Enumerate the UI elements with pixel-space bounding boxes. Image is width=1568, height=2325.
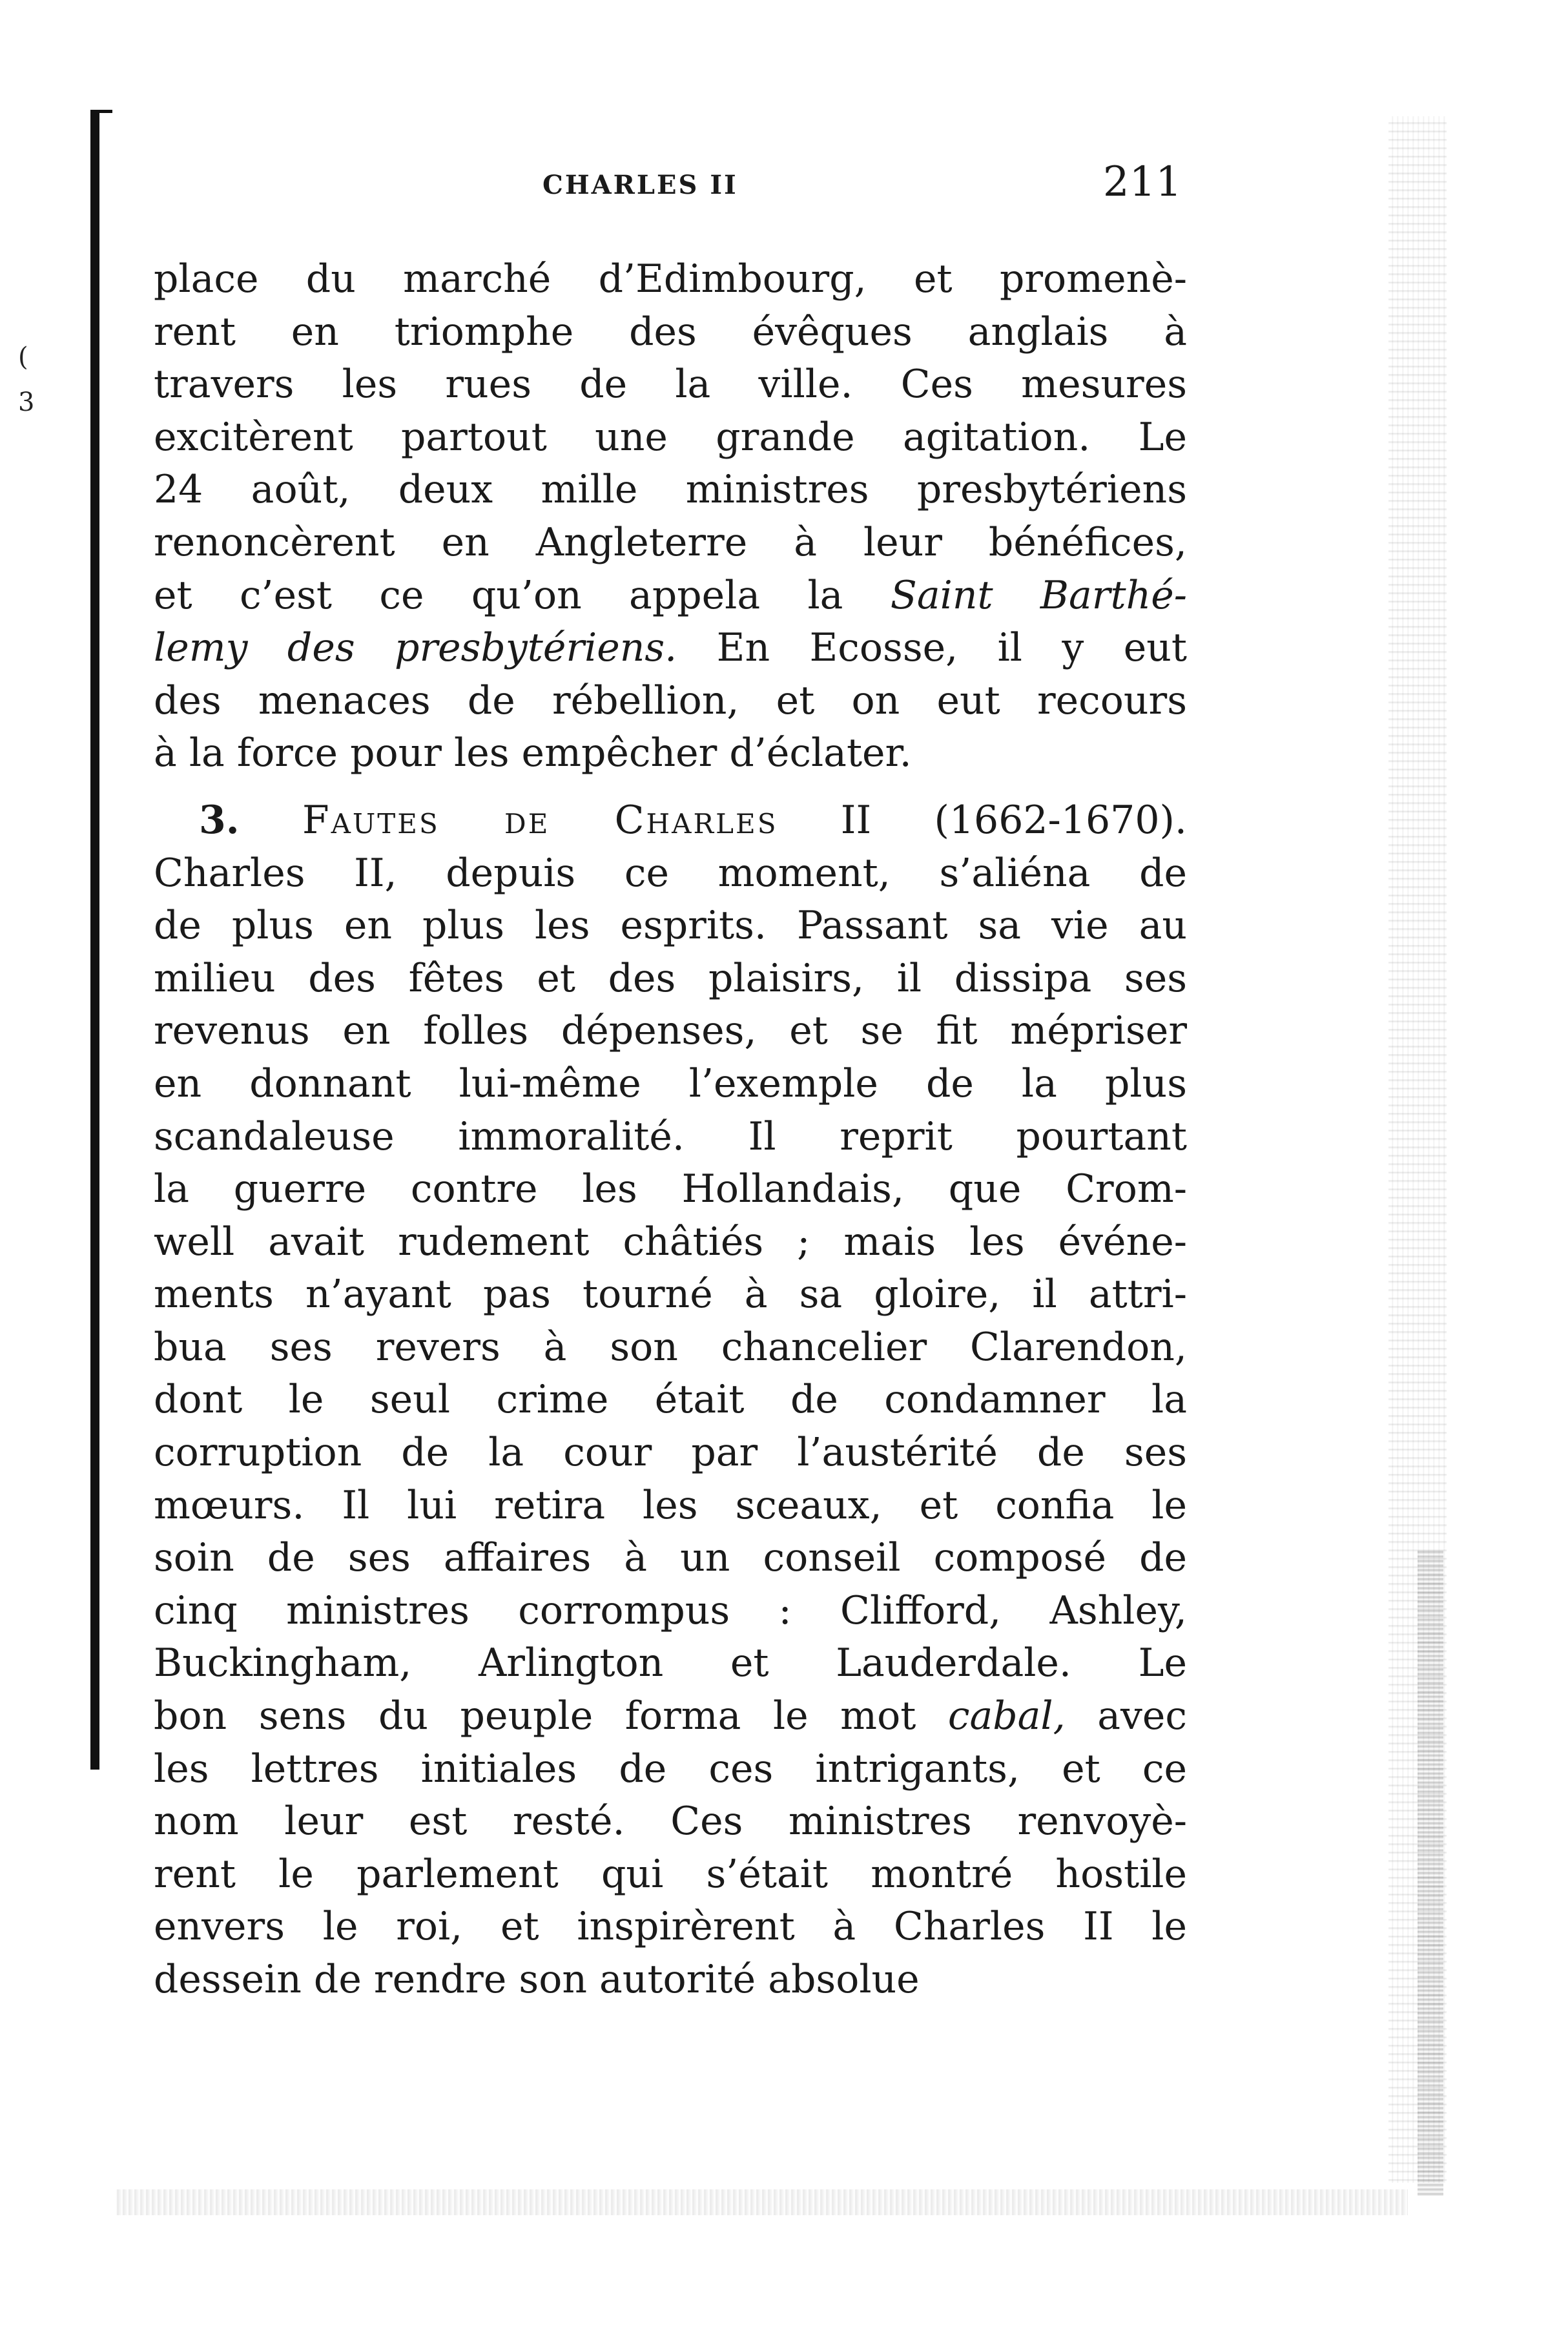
- text-line: ments n’ayant pas tourné à sa gloire, il attri-: [154, 1272, 1187, 1318]
- text-line: envers le roi, et inspirèrent à Charles II le: [154, 1904, 1187, 1950]
- body-text: [154, 253, 1187, 2007]
- paragraph: [154, 253, 1187, 780]
- section-title-tail: II (1662-1670).: [840, 797, 1188, 843]
- margin-mark: (: [18, 342, 28, 372]
- text-run: En Ecosse, il y eut: [677, 625, 1187, 671]
- italic-run: cabal,: [947, 1693, 1066, 1739]
- text-line: renoncèrent en Angleterre à leur bénéfices,: [154, 519, 1187, 565]
- text-line: nom leur est resté. Ces ministres renvoyè-: [154, 1799, 1187, 1844]
- text-line: scandaleuse immoralité. Il reprit pourtant: [154, 1113, 1187, 1159]
- text-line: à la force pour les empêcher d’éclater.: [154, 730, 912, 776]
- text-line: les lettres initiales de ces intrigants, et ce: [154, 1746, 1187, 1792]
- text-line: Buckingham, Arlington et Lauderdale. Le: [154, 1640, 1187, 1686]
- text-line: la guerre contre les Hollandais, que Crom-: [154, 1166, 1187, 1212]
- text-line: [154, 1690, 1187, 1743]
- text-line: en donnant lui-même l’exemple de la plus: [154, 1060, 1187, 1106]
- text-line: 24 août, deux mille ministres presbytériens: [154, 467, 1187, 513]
- italic-run: Saint Barthé-: [890, 572, 1187, 618]
- text-line: dessein de rendre son autorité absolue: [154, 1957, 920, 2002]
- running-head: [155, 158, 1182, 210]
- text-line: dont le seul crime était de condamner la: [154, 1377, 1187, 1423]
- italic-run: lemy des presbytériens.: [154, 625, 677, 671]
- running-title: CHARLES II: [542, 170, 738, 200]
- text-run: bon sens du peuple forma le mot: [154, 1693, 948, 1739]
- text-line: cinq ministres corrompus : Clifford, Ashley,: [154, 1587, 1187, 1633]
- paragraph: [154, 847, 1187, 2007]
- text-line: travers les rues de la ville. Ces mesures: [154, 362, 1187, 408]
- page-number: 211: [1102, 158, 1182, 206]
- text-line: milieu des fêtes et des plaisirs, il dissipa ses: [154, 955, 1187, 1001]
- text-line: soin de ses affaires à un conseil composé de: [154, 1535, 1187, 1581]
- section-title: Fautes de Charles: [302, 797, 778, 843]
- scan-bottom-noise: [116, 2189, 1408, 2215]
- text-line: [154, 570, 1187, 623]
- text-line: bua ses revers à son chancelier Clarendon,: [154, 1324, 1187, 1370]
- text-line: mœurs. Il lui retira les sceaux, et confia le: [154, 1482, 1187, 1528]
- text-line: rent en triomphe des évêques anglais à: [154, 309, 1187, 355]
- margin-mark: 3: [18, 388, 35, 417]
- text-line: des menaces de rébellion, et on eut recours: [154, 677, 1187, 723]
- section-heading: [154, 794, 1187, 847]
- text-line: place du marché d’Edimbourg, et promenè-: [154, 256, 1187, 302]
- text-line: Charles II, depuis ce moment, s’aliéna de: [154, 850, 1187, 896]
- text-line: rent le parlement qui s’était montré hostile: [154, 1851, 1187, 1897]
- text-line: excitèrent partout une grande agitation. Le: [154, 414, 1187, 460]
- binding-rule: [90, 110, 99, 1770]
- text-run: avec: [1065, 1693, 1187, 1739]
- text-run: et c’est ce qu’on appela la: [154, 572, 891, 618]
- text-line: corruption de la cour par l’austérité de ses: [154, 1430, 1187, 1476]
- text-line: [154, 622, 1187, 675]
- text-line: de plus en plus les esprits. Passant sa vie au: [154, 903, 1187, 949]
- binding-rule-top: [90, 110, 112, 113]
- section-number: 3.: [199, 797, 240, 843]
- scan-edge-noise-lower: [1418, 1550, 1443, 2196]
- text-line: well avait rudement châtiés ; mais les événe-: [154, 1219, 1187, 1265]
- text-line: revenus en folles dépenses, et se fit mépriser: [154, 1008, 1187, 1054]
